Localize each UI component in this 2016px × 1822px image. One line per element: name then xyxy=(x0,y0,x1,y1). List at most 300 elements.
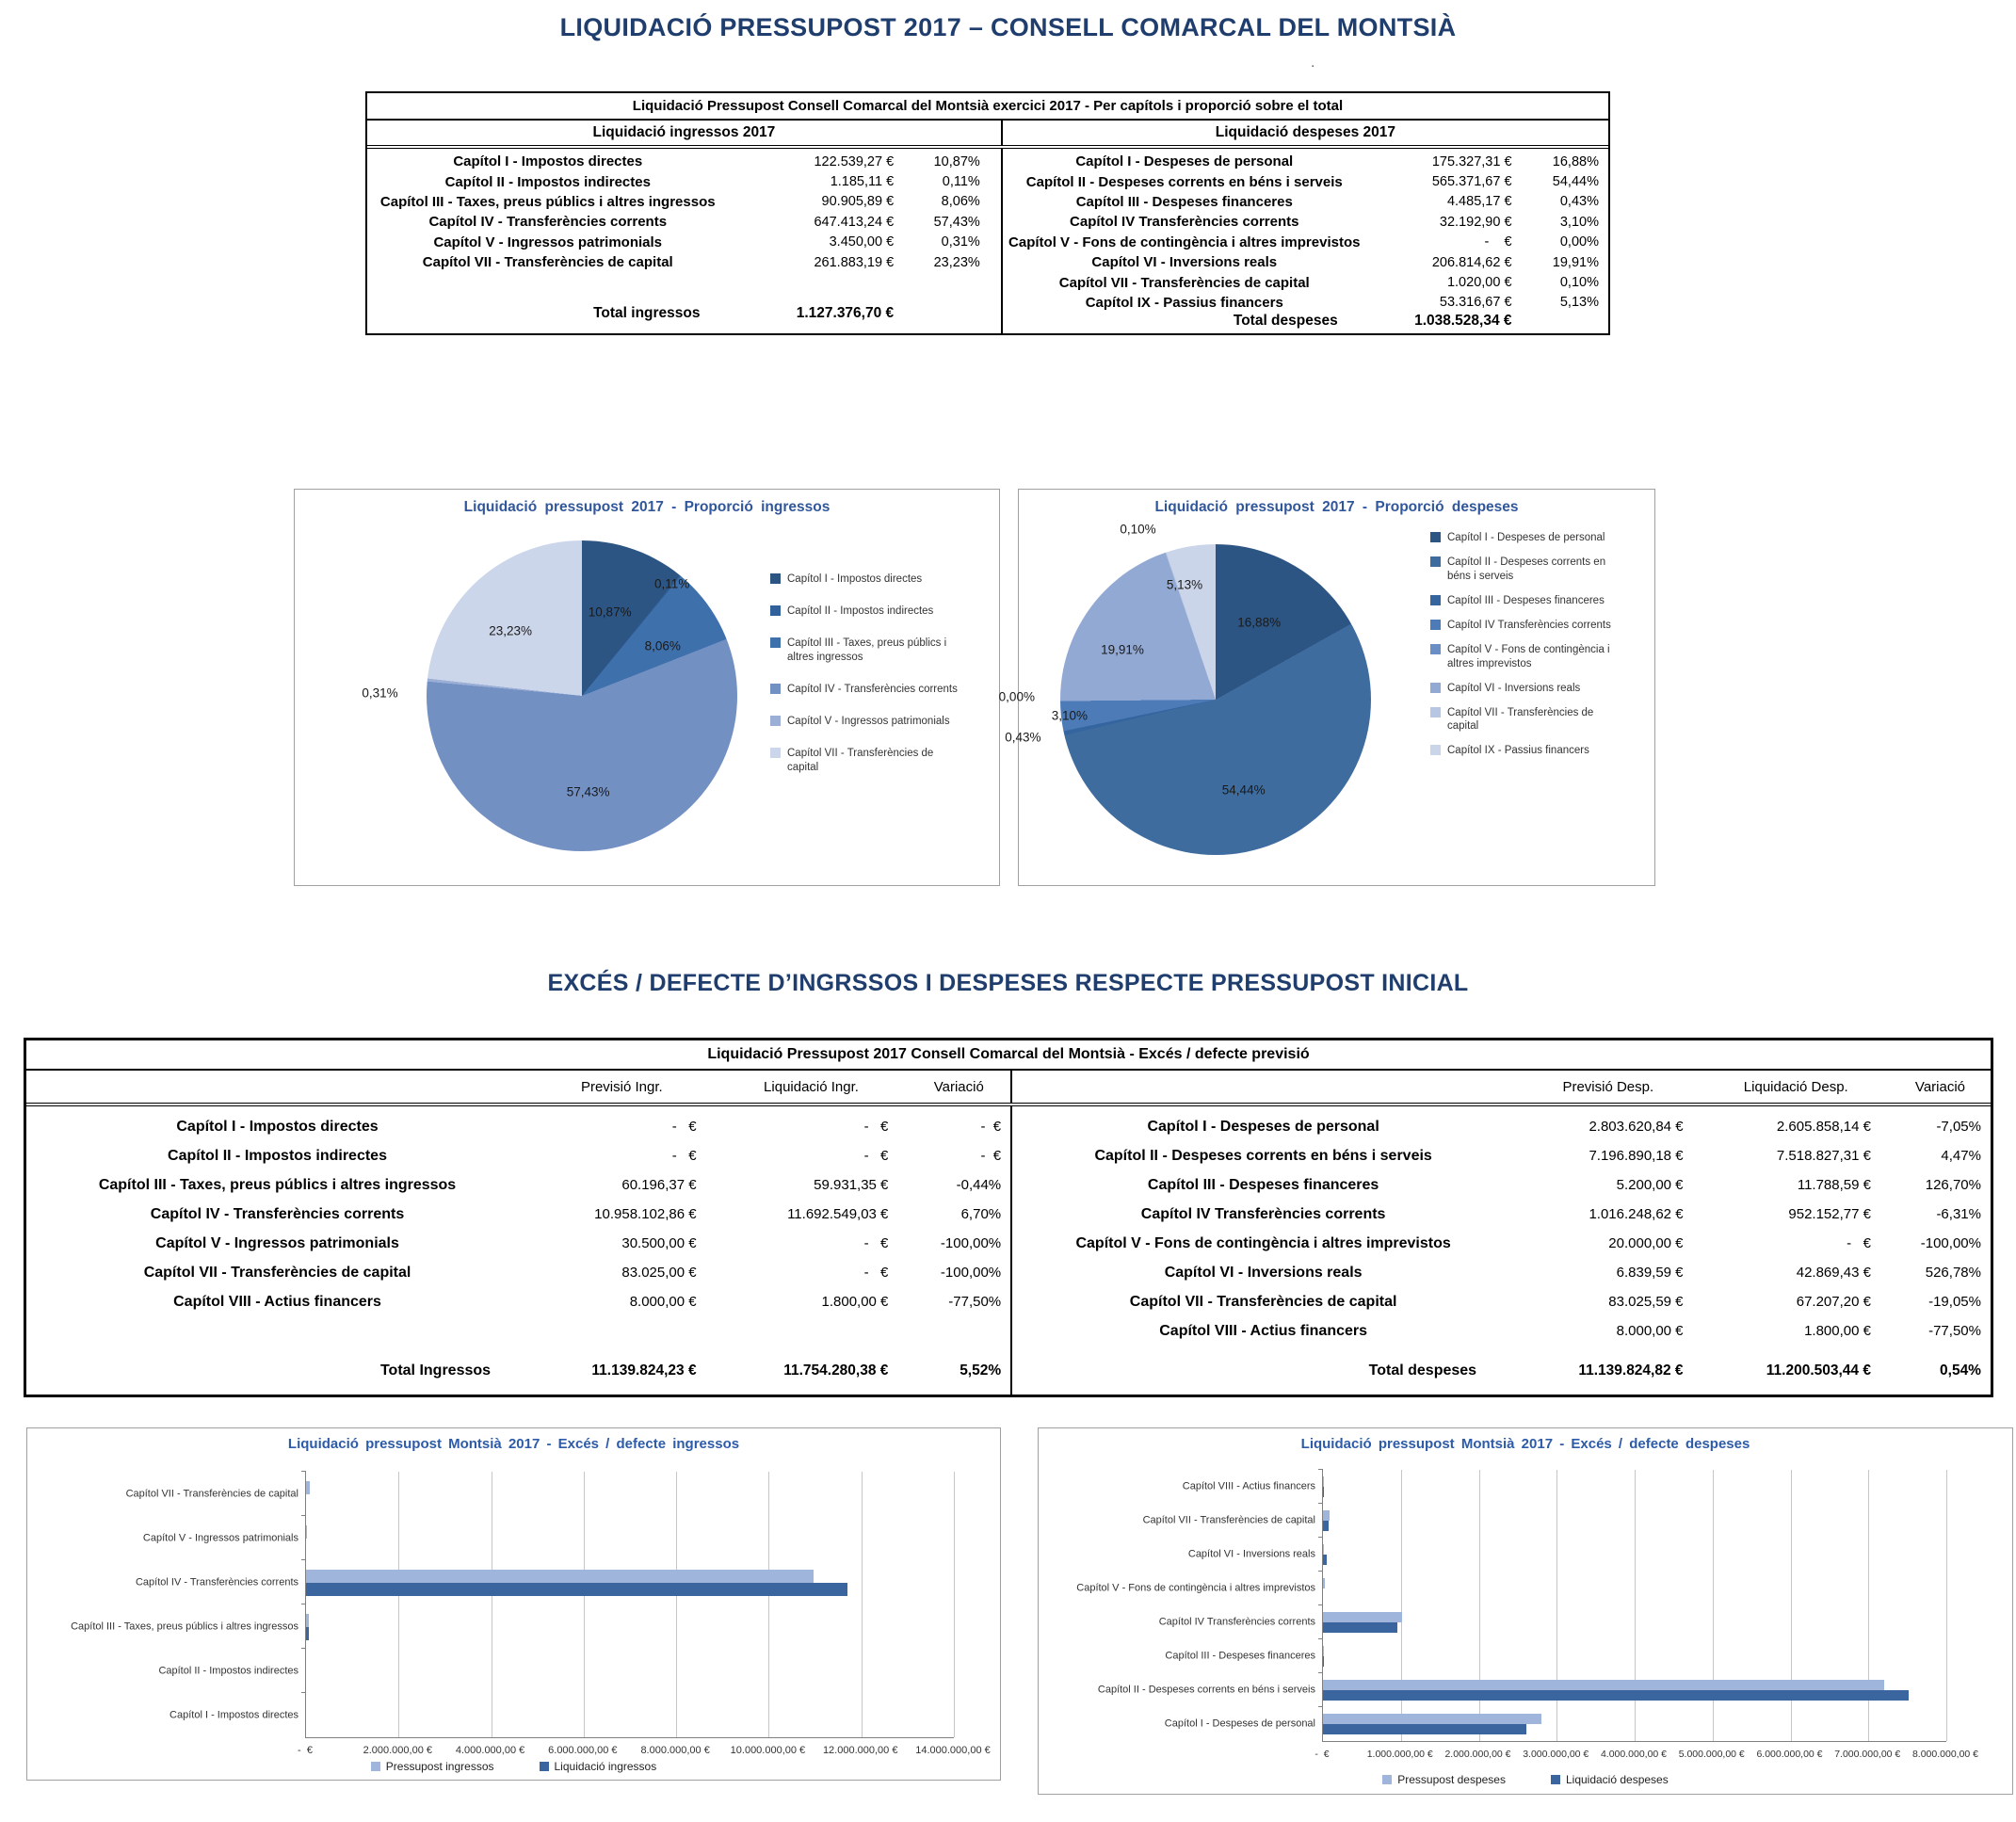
legend-item xyxy=(1430,744,1626,758)
legend-swatch xyxy=(1430,683,1441,693)
header-variacio: Variació xyxy=(933,1078,984,1095)
legend-item xyxy=(770,605,959,619)
category-axis-tick xyxy=(1318,1604,1323,1605)
bar-pair xyxy=(306,1658,954,1685)
total-amount: 1.038.528,34 € xyxy=(1414,313,1512,330)
table-row xyxy=(26,1229,1010,1258)
table-row xyxy=(1003,192,1608,212)
table-row xyxy=(367,252,1001,272)
row-label: Capítol IV - Transferències corrents xyxy=(428,214,668,231)
table1-subheader-row xyxy=(367,121,1608,149)
total-variacio: 0,54% xyxy=(1940,1362,1981,1379)
row-label: Capítol VII - Transferències de capital xyxy=(422,254,673,271)
legend-label: Capítol VII - Transferències de capital xyxy=(787,747,934,773)
table1-despeses-column xyxy=(1003,149,1608,333)
row-variacio: -77,50% xyxy=(1928,1323,1981,1339)
row-label: Capítol III - Despeses financeres xyxy=(1075,193,1293,210)
row-amount: - € xyxy=(1484,234,1512,250)
row-amount: 3.450,00 € xyxy=(829,234,895,250)
table-row xyxy=(367,233,1001,252)
header-previsio-ingr: Previsió Ingr. xyxy=(580,1078,663,1095)
legend-label: Capítol III - Despeses financeres xyxy=(1447,594,1605,606)
legend-label: Capítol IV Transferències corrents xyxy=(1447,619,1611,631)
category-label: Capítol VII - Transferències de capital xyxy=(1142,1514,1315,1526)
row-previsio: 83.025,00 € xyxy=(621,1265,697,1281)
axis-tick-label: 14.000.000,00 € xyxy=(915,1745,991,1756)
table-row xyxy=(1012,1258,1991,1287)
legend-label: Capítol III - Taxes, preus públics i altres ingressos xyxy=(787,637,947,663)
legend-item xyxy=(770,572,959,587)
pie-slice-label: 10,87% xyxy=(588,605,632,620)
legend-item xyxy=(1430,594,1626,608)
table-exces-defecte xyxy=(24,1038,1993,1397)
row-percentage: 8,06% xyxy=(941,194,980,210)
table2-despeses-total-row xyxy=(1012,1355,1991,1387)
total-label: Total despeses xyxy=(1368,1362,1477,1379)
total-label: Total despeses xyxy=(1233,313,1338,330)
legend-item xyxy=(371,1760,494,1773)
table-row xyxy=(1012,1287,1991,1316)
table-row xyxy=(1012,1112,1991,1141)
legend-swatch xyxy=(770,716,781,726)
row-liquidacio: 67.207,20 € xyxy=(1796,1294,1871,1310)
legend-item xyxy=(1382,1773,1506,1786)
row-percentage: 0,10% xyxy=(1559,275,1599,291)
row-label: Capítol II - Impostos indirectes xyxy=(444,173,651,190)
legend-item xyxy=(1430,643,1626,671)
row-previsio: 7.196.890,18 € xyxy=(1589,1148,1684,1164)
total-previsio: 11.139.824,23 € xyxy=(591,1362,697,1379)
bar xyxy=(1323,1690,1909,1701)
legend-swatch xyxy=(371,1762,380,1771)
legend-label: Capítol I - Despeses de personal xyxy=(1447,532,1605,543)
row-percentage: 0,31% xyxy=(941,234,980,250)
legend-item xyxy=(1430,556,1626,584)
row-label: Capítol IV - Transferències corrents xyxy=(150,1205,405,1222)
gridline xyxy=(1946,1470,1947,1741)
bar-chart-despeses-title: Liquidació pressupost Montsià 2017 - Excés / defecte despeses xyxy=(1300,1436,1750,1452)
table-row xyxy=(1003,152,1608,171)
row-previsio: 5.200,00 € xyxy=(1616,1177,1684,1193)
category-axis-tick xyxy=(301,1559,306,1560)
legend-swatch xyxy=(1430,556,1441,567)
row-liquidacio: - € xyxy=(863,1265,889,1281)
axis-tick-label: - € xyxy=(1314,1749,1330,1760)
bar xyxy=(306,1583,847,1596)
row-percentage: 54,44% xyxy=(1552,174,1599,190)
bar-category-slot xyxy=(135,1560,954,1604)
bar xyxy=(1323,1724,1526,1734)
total-liquidacio: 11.200.503,44 € xyxy=(1766,1362,1871,1379)
row-amount: 1.185,11 € xyxy=(830,174,895,190)
table-row xyxy=(1003,212,1608,232)
bar-despeses-legend xyxy=(1039,1773,2012,1786)
pie-slice-label: 54,44% xyxy=(1221,782,1266,798)
table-row xyxy=(367,171,1001,191)
row-amount: 175.327,31 € xyxy=(1431,153,1512,169)
pie-chart-ingressos-title: Liquidació pressupost 2017 - Proporció ingressos xyxy=(463,499,831,515)
table2-ingressos-rows xyxy=(26,1112,1010,1316)
legend-swatch xyxy=(770,637,781,648)
row-liquidacio: - € xyxy=(863,1235,889,1251)
table1-ingressos-column xyxy=(367,149,1003,333)
bar xyxy=(306,1481,310,1494)
bar-despeses-plot-area xyxy=(1076,1470,1946,1742)
pie-despeses-legend xyxy=(1430,531,1626,758)
row-previsio: 6.839,59 € xyxy=(1616,1265,1684,1281)
axis-tick-label: 8.000.000,00 € xyxy=(640,1745,710,1756)
legend-swatch xyxy=(770,684,781,694)
row-variacio: -0,44% xyxy=(956,1177,1002,1193)
row-previsio: 8.000,00 € xyxy=(1616,1323,1684,1339)
category-label: Capítol V - Ingressos patrimonials xyxy=(142,1532,298,1544)
row-variacio: -100,00% xyxy=(1920,1235,1981,1251)
bar-category-slot xyxy=(1097,1673,1946,1707)
row-percentage: 23,23% xyxy=(933,254,980,270)
legend-swatch xyxy=(1430,707,1441,718)
table1-body xyxy=(367,149,1608,333)
bar-pair xyxy=(306,1570,954,1596)
category-axis-tick xyxy=(1318,1638,1323,1639)
category-label: Capítol IV - Transferències corrents xyxy=(135,1576,298,1588)
legend-swatch xyxy=(770,573,781,584)
table1-despeses-rows xyxy=(1003,152,1608,313)
row-label: Capítol IV Transferències corrents xyxy=(1140,1205,1386,1222)
axis-tick-label: - € xyxy=(298,1745,313,1756)
row-previsio: 8.000,00 € xyxy=(629,1294,697,1310)
row-label: Capítol VI - Inversions reals xyxy=(1164,1264,1363,1281)
row-variacio: 526,78% xyxy=(1925,1265,1981,1281)
legend-swatch xyxy=(770,605,781,616)
table-row xyxy=(1003,171,1608,191)
table-row xyxy=(26,1258,1010,1287)
category-label: Capítol II - Impostos indirectes xyxy=(158,1665,298,1677)
row-amount: 53.316,67 € xyxy=(1439,295,1512,311)
category-axis-tick xyxy=(1318,1469,1323,1470)
axis-tick-label: 5.000.000,00 € xyxy=(1678,1749,1745,1760)
bar-category-slot xyxy=(1187,1538,1946,1572)
bar xyxy=(1323,1578,1325,1588)
row-previsio: - € xyxy=(671,1119,697,1135)
row-label: Capítol II - Despeses corrents en béns i serveis xyxy=(1094,1147,1432,1164)
row-label: Capítol V - Fons de contingència i altres imprevistos xyxy=(1075,1234,1451,1251)
row-liquidacio: 11.692.549,03 € xyxy=(787,1206,889,1222)
bar-pair xyxy=(1323,1646,1946,1667)
pie-slice-label: 8,06% xyxy=(644,638,681,653)
table-row xyxy=(1012,1170,1991,1200)
category-label: Capítol I - Impostos directes xyxy=(169,1709,298,1721)
row-variacio: 6,70% xyxy=(960,1206,1002,1222)
row-variacio: -19,05% xyxy=(1928,1294,1981,1310)
table2-header-row xyxy=(26,1071,1991,1106)
legend-item xyxy=(1430,619,1626,633)
row-previsio: 10.958.102,86 € xyxy=(594,1206,697,1222)
bar xyxy=(1323,1521,1329,1531)
axis-tick-label: 8.000.000,00 € xyxy=(1911,1749,1979,1760)
pie-chart-despeses-title: Liquidació pressupost 2017 - Proporció despeses xyxy=(1154,499,1519,515)
bar xyxy=(1323,1622,1397,1633)
legend-item xyxy=(770,747,959,775)
row-label: Capítol IV Transferències corrents xyxy=(1070,214,1299,231)
header-variacio: Variació xyxy=(1914,1078,1966,1095)
row-label: Capítol VIII - Actius financers xyxy=(1159,1322,1368,1339)
table1-ingressos-total-row xyxy=(367,299,1001,328)
legend-swatch xyxy=(540,1762,549,1771)
row-variacio: 4,47% xyxy=(1941,1148,1981,1164)
table2-despeses-column xyxy=(1012,1106,1991,1395)
legend-label: Capítol I - Impostos directes xyxy=(787,573,923,585)
row-variacio: - € xyxy=(980,1119,1002,1135)
row-percentage: 0,43% xyxy=(1559,194,1599,210)
category-axis-tick xyxy=(301,1648,306,1649)
row-label: Capítol III - Taxes, preus públics i altres ingressos xyxy=(379,193,716,210)
category-label: Capítol III - Taxes, preus públics i altres ingressos xyxy=(71,1620,298,1633)
legend-label: Capítol V - Ingressos patrimonials xyxy=(787,715,950,727)
legend-swatch xyxy=(1430,532,1441,542)
row-previsio: 60.196,37 € xyxy=(621,1177,697,1193)
category-label: Capítol III - Despeses financeres xyxy=(1165,1650,1315,1662)
category-axis-tick xyxy=(1318,1672,1323,1673)
bar-pair xyxy=(1323,1714,1946,1734)
bar xyxy=(1323,1612,1402,1622)
category-axis-tick xyxy=(301,1471,306,1472)
pie-slice-label: 57,43% xyxy=(566,784,610,799)
pie-slice-label: 0,11% xyxy=(654,576,690,591)
row-label: Capítol VIII - Actius financers xyxy=(173,1293,381,1310)
row-variacio: -7,05% xyxy=(1936,1119,1981,1135)
bar xyxy=(306,1614,309,1627)
bar-category-slot xyxy=(125,1472,954,1516)
row-variacio: -100,00% xyxy=(940,1265,1002,1281)
row-amount: 206.814,62 € xyxy=(1431,254,1512,270)
legend-swatch xyxy=(1430,745,1441,755)
row-label: Capítol VII - Transferències de capital xyxy=(143,1264,411,1281)
table-liquidacio-capitols xyxy=(365,91,1610,335)
bar-pair xyxy=(306,1481,954,1508)
table2-despeses-headers xyxy=(1012,1071,1991,1103)
bar-chart-despeses xyxy=(1038,1427,2013,1795)
bar-category-slot xyxy=(142,1516,954,1560)
row-label: Capítol V - Ingressos patrimonials xyxy=(155,1234,399,1251)
bar xyxy=(1323,1544,1324,1555)
legend-label: Liquidació ingressos xyxy=(554,1760,657,1773)
bar xyxy=(1323,1656,1324,1667)
row-liquidacio: 952.152,77 € xyxy=(1788,1206,1871,1222)
bar-pair xyxy=(306,1702,954,1729)
pie-despeses xyxy=(998,522,1371,855)
table-row xyxy=(367,152,1001,171)
table1-despeses-total-row xyxy=(1003,313,1608,330)
bar-ingressos-plot-area xyxy=(71,1472,954,1738)
category-axis-tick xyxy=(1318,1571,1323,1572)
bar-pair xyxy=(1323,1476,1946,1497)
row-percentage: 0,11% xyxy=(942,174,980,190)
header-liquidacio-ingr: Liquidació Ingr. xyxy=(764,1078,859,1095)
pie-slice-label: 23,23% xyxy=(489,623,532,638)
row-amount: 1.020,00 € xyxy=(1446,275,1512,291)
row-amount: 90.905,89 € xyxy=(821,194,895,210)
bar xyxy=(306,1570,814,1583)
row-label: Capítol III - Taxes, preus públics i altres ingressos xyxy=(98,1176,457,1193)
axis-tick-label: 2.000.000,00 € xyxy=(363,1745,432,1756)
axis-tick-label: 6.000.000,00 € xyxy=(548,1745,618,1756)
row-label: Capítol VI - Inversions reals xyxy=(1091,254,1278,271)
pie-ingressos xyxy=(362,540,737,851)
row-amount: 4.485,17 € xyxy=(1446,194,1512,210)
pie-chart-ingressos xyxy=(294,489,1000,886)
bar xyxy=(306,1525,307,1539)
table-row xyxy=(367,212,1001,232)
row-liquidacio: 7.518.827,31 € xyxy=(1776,1148,1871,1164)
row-label: Capítol II - Despeses corrents en béns i serveis xyxy=(1025,173,1343,190)
table2-ingressos-column xyxy=(26,1106,1012,1395)
legend-item xyxy=(1430,706,1626,734)
bar xyxy=(1323,1510,1330,1521)
category-axis-tick xyxy=(1318,1503,1323,1504)
row-previsio: 1.016.248,62 € xyxy=(1589,1206,1684,1222)
bar xyxy=(1323,1476,1324,1487)
total-amount: 1.127.376,70 € xyxy=(796,305,895,321)
table2-body xyxy=(26,1106,1991,1395)
legend-label: Capítol V - Fons de contingència i altres imprevistos xyxy=(1447,643,1610,669)
legend-item xyxy=(1430,531,1626,545)
bar xyxy=(1323,1555,1327,1565)
row-label: Capítol V - Fons de contingència i altres imprevistos xyxy=(1008,234,1361,250)
legend-item xyxy=(540,1760,657,1773)
row-percentage: 3,10% xyxy=(1559,214,1599,230)
row-previsio: 2.803.620,84 € xyxy=(1589,1119,1684,1135)
row-percentage: 16,88% xyxy=(1552,153,1599,169)
pie-ingressos-legend xyxy=(770,572,959,775)
legend-label: Capítol VI - Inversions reals xyxy=(1447,682,1581,694)
pie-slice-label: 16,88% xyxy=(1237,615,1282,629)
section2-title: EXCÉS / DEFECTE D’INGRSSOS I DESPESES RESPECTE PRESSUPOST INICIAL xyxy=(547,970,1469,996)
table1-despeses-header: Liquidació despeses 2017 xyxy=(1215,124,1396,140)
row-amount: 261.883,19 € xyxy=(814,254,895,270)
category-label: Capítol II - Despeses corrents en béns i serveis xyxy=(1097,1684,1315,1696)
legend-item xyxy=(1430,682,1626,696)
table-row xyxy=(26,1287,1010,1316)
bar-category-slot xyxy=(1182,1470,1946,1504)
total-previsio: 11.139.824,82 € xyxy=(1578,1362,1684,1379)
total-variacio: 5,52% xyxy=(960,1362,1002,1379)
row-label: Capítol IX - Passius financers xyxy=(1085,294,1283,311)
bar xyxy=(306,1627,309,1640)
row-liquidacio: 2.605.858,14 € xyxy=(1776,1119,1871,1135)
page-title: LIQUIDACIÓ PRESSUPOST 2017 – CONSELL COMARCAL DEL MONTSIÀ xyxy=(559,13,1457,41)
bar-category-slot xyxy=(1165,1639,1946,1673)
category-axis-tick xyxy=(301,1515,306,1516)
pie-chart-despeses xyxy=(998,489,1655,886)
pie-slice-label: 0,00% xyxy=(998,689,1035,704)
bar-pair xyxy=(306,1614,954,1640)
row-label: Capítol II - Impostos indirectes xyxy=(168,1147,387,1164)
legend-swatch xyxy=(1382,1775,1392,1784)
legend-item xyxy=(770,637,959,665)
category-label: Capítol I - Despeses de personal xyxy=(1164,1717,1315,1730)
category-label: Capítol VII - Transferències de capital xyxy=(125,1488,298,1500)
bar-pair xyxy=(1323,1612,1946,1633)
legend-label: Liquidació despeses xyxy=(1565,1773,1669,1786)
axis-tick-label: 10.000.000,00 € xyxy=(730,1745,806,1756)
bar-pair xyxy=(306,1525,954,1552)
row-amount: 565.371,67 € xyxy=(1431,174,1512,190)
bar-pair xyxy=(1323,1680,1946,1701)
legend-swatch xyxy=(770,748,781,758)
gridline xyxy=(954,1472,955,1737)
row-label: Capítol VII - Transferències de capital xyxy=(1129,1293,1397,1310)
row-variacio: -100,00% xyxy=(940,1235,1002,1251)
table-row xyxy=(26,1112,1010,1141)
table-row xyxy=(1003,233,1608,252)
axis-tick-label: 3.000.000,00 € xyxy=(1523,1749,1589,1760)
bar xyxy=(1323,1680,1884,1690)
row-liquidacio: 42.869,43 € xyxy=(1796,1265,1871,1281)
row-label: Capítol V - Ingressos patrimonials xyxy=(433,234,663,250)
bar-category-slot xyxy=(1142,1504,1946,1538)
bar-pair xyxy=(1323,1578,1946,1599)
pie-slice-label: 19,91% xyxy=(1101,642,1144,657)
table-row xyxy=(26,1170,1010,1200)
legend-swatch xyxy=(1430,644,1441,654)
total-label: Total Ingressos xyxy=(379,1362,492,1379)
category-axis-tick xyxy=(1318,1706,1323,1707)
row-liquidacio: 1.800,00 € xyxy=(1804,1323,1871,1339)
table-row xyxy=(1012,1316,1991,1346)
axis-tick-label: 2.000.000,00 € xyxy=(1444,1749,1511,1760)
legend-label: Capítol II - Despeses corrents en béns i serveis xyxy=(1447,556,1606,582)
bar-ingressos-legend xyxy=(27,1760,1000,1773)
row-previsio: 30.500,00 € xyxy=(621,1235,697,1251)
bar-pair xyxy=(1323,1544,1946,1565)
axis-tick-label: 6.000.000,00 € xyxy=(1756,1749,1823,1760)
bar-category-slot xyxy=(169,1693,954,1737)
row-previsio: 83.025,59 € xyxy=(1608,1294,1684,1310)
axis-tick-label: 1.000.000,00 € xyxy=(1366,1749,1433,1760)
table1-ingressos-header: Liquidació ingressos 2017 xyxy=(367,121,1003,145)
legend-swatch xyxy=(1430,620,1441,630)
axis-tick-label: 4.000.000,00 € xyxy=(455,1745,525,1756)
axis-tick-label: 7.000.000,00 € xyxy=(1834,1749,1901,1760)
legend-item xyxy=(770,683,959,697)
row-variacio: 126,70% xyxy=(1925,1177,1981,1193)
table-row xyxy=(26,1141,1010,1170)
row-label: Capítol I - Impostos directes xyxy=(453,153,643,170)
legend-label: Capítol II - Impostos indirectes xyxy=(787,605,934,617)
row-label: Capítol I - Despeses de personal xyxy=(1147,1118,1379,1135)
bar-category-slot xyxy=(71,1604,954,1649)
pie-slice-label: 5,13% xyxy=(1166,577,1203,592)
table-row xyxy=(26,1200,1010,1229)
bar-chart-ingressos-title: Liquidació pressupost Montsià 2017 - Excés / defecte ingressos xyxy=(287,1436,740,1452)
legend-label: Capítol IX - Passius financers xyxy=(1447,745,1589,757)
legend-item xyxy=(1551,1773,1669,1786)
category-label: Capítol VI - Inversions reals xyxy=(1187,1548,1315,1560)
row-liquidacio: 1.800,00 € xyxy=(821,1294,889,1310)
header-previsio-desp: Previsió Desp. xyxy=(1562,1078,1654,1095)
row-percentage: 57,43% xyxy=(933,214,980,230)
bar-pair xyxy=(1323,1510,1946,1531)
row-label: Capítol VII - Transferències de capital xyxy=(1058,274,1310,291)
category-label: Capítol V - Fons de contingència i altres imprevistos xyxy=(1076,1582,1315,1594)
total-label: Total ingressos xyxy=(593,305,701,321)
category-axis-tick xyxy=(301,1692,306,1693)
row-variacio: -77,50% xyxy=(948,1294,1002,1310)
row-label: Capítol I - Despeses de personal xyxy=(1075,153,1294,170)
bar-category-slot xyxy=(1076,1572,1946,1605)
legend-item xyxy=(770,715,959,729)
row-previsio: - € xyxy=(671,1148,697,1164)
